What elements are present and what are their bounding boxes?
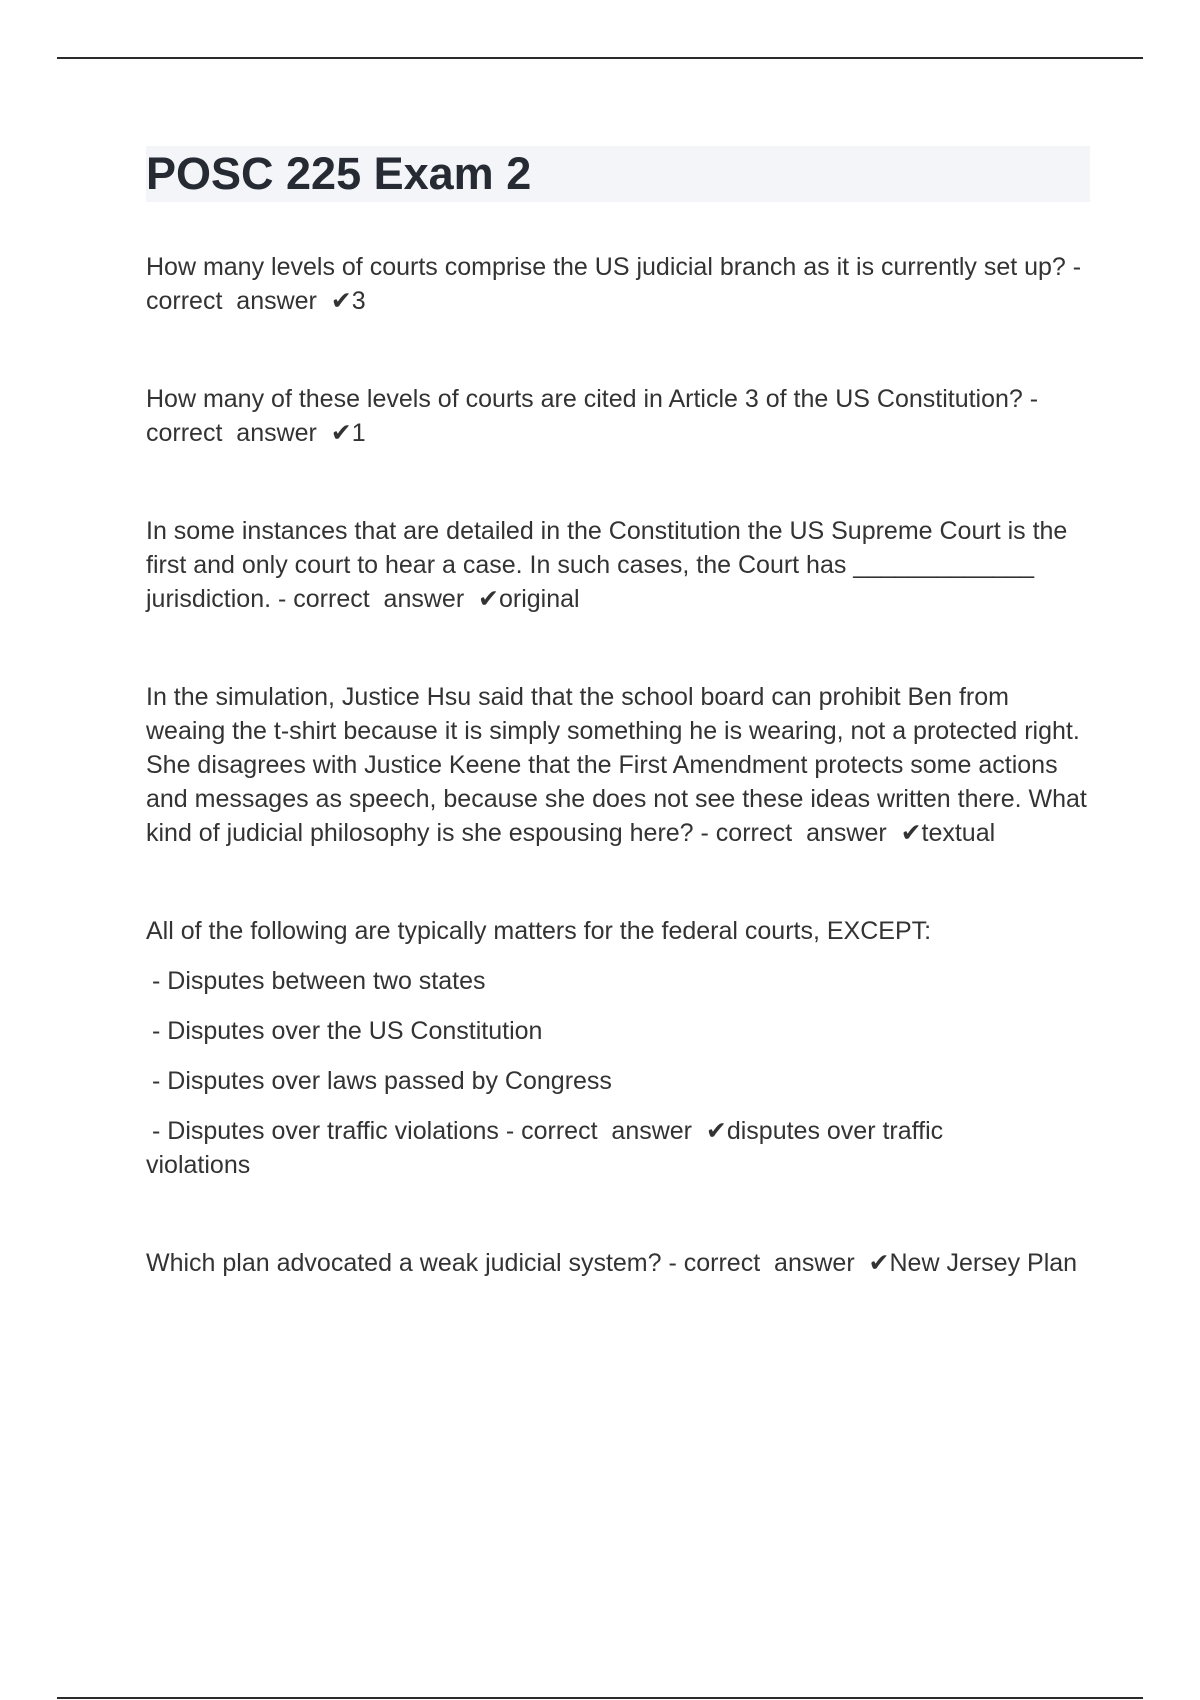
option-2: - Disputes over the US Constitution: [152, 1017, 543, 1045]
qa-text: In some instances that are detailed in the Constitution the US Supreme Court is the first and only court to hear a case. In such cases, the Court has _____________ jurisdiction. - correct answer ✔original: [146, 517, 1075, 613]
qa-stem: All of the following are typically matters for the federal courts, EXCEPT:: [146, 917, 932, 945]
qa-item-5-multiple-choice: [146, 914, 1090, 1182]
bottom-rule: [57, 1697, 1143, 1699]
qa-item-6: [146, 1246, 1090, 1280]
option-1: - Disputes between two states: [152, 967, 486, 995]
title-banner: [146, 146, 1090, 202]
page-title: POSC 225 Exam 2: [146, 148, 532, 199]
qa-item-2: [146, 382, 1090, 450]
document-body: [146, 146, 1094, 1280]
option-4-wrap: violations: [146, 1151, 251, 1179]
qa-item-4: [146, 680, 1094, 850]
qa-item-3: [146, 514, 1090, 616]
qa-item-1: [146, 250, 1090, 318]
top-rule: [57, 57, 1143, 59]
qa-text: Which plan advocated a weak judicial system? - correct answer ✔New Jersey Plan: [146, 1249, 1078, 1277]
option-3: - Disputes over laws passed by Congress: [152, 1067, 612, 1095]
option-4-with-answer: - Disputes over traffic violations - correct answer ✔disputes over traffic: [152, 1117, 944, 1145]
qa-text: How many levels of courts comprise the US judicial branch as it is currently set up? - correct answer ✔3: [146, 253, 1089, 315]
qa-text: How many of these levels of courts are cited in Article 3 of the US Constitution? - correct answer ✔1: [146, 385, 1046, 447]
qa-text: In the simulation, Justice Hsu said that the school board can prohibit Ben from weaing the t-shirt because it is simply something he is wearing, not a protected right. She disagrees with Justice Keene that the First Amendment protects some actions and messages as speech, because she does not see these ideas written there. What kind of judicial philosophy is she espousing here? - correct answer ✔textual: [146, 683, 1094, 847]
